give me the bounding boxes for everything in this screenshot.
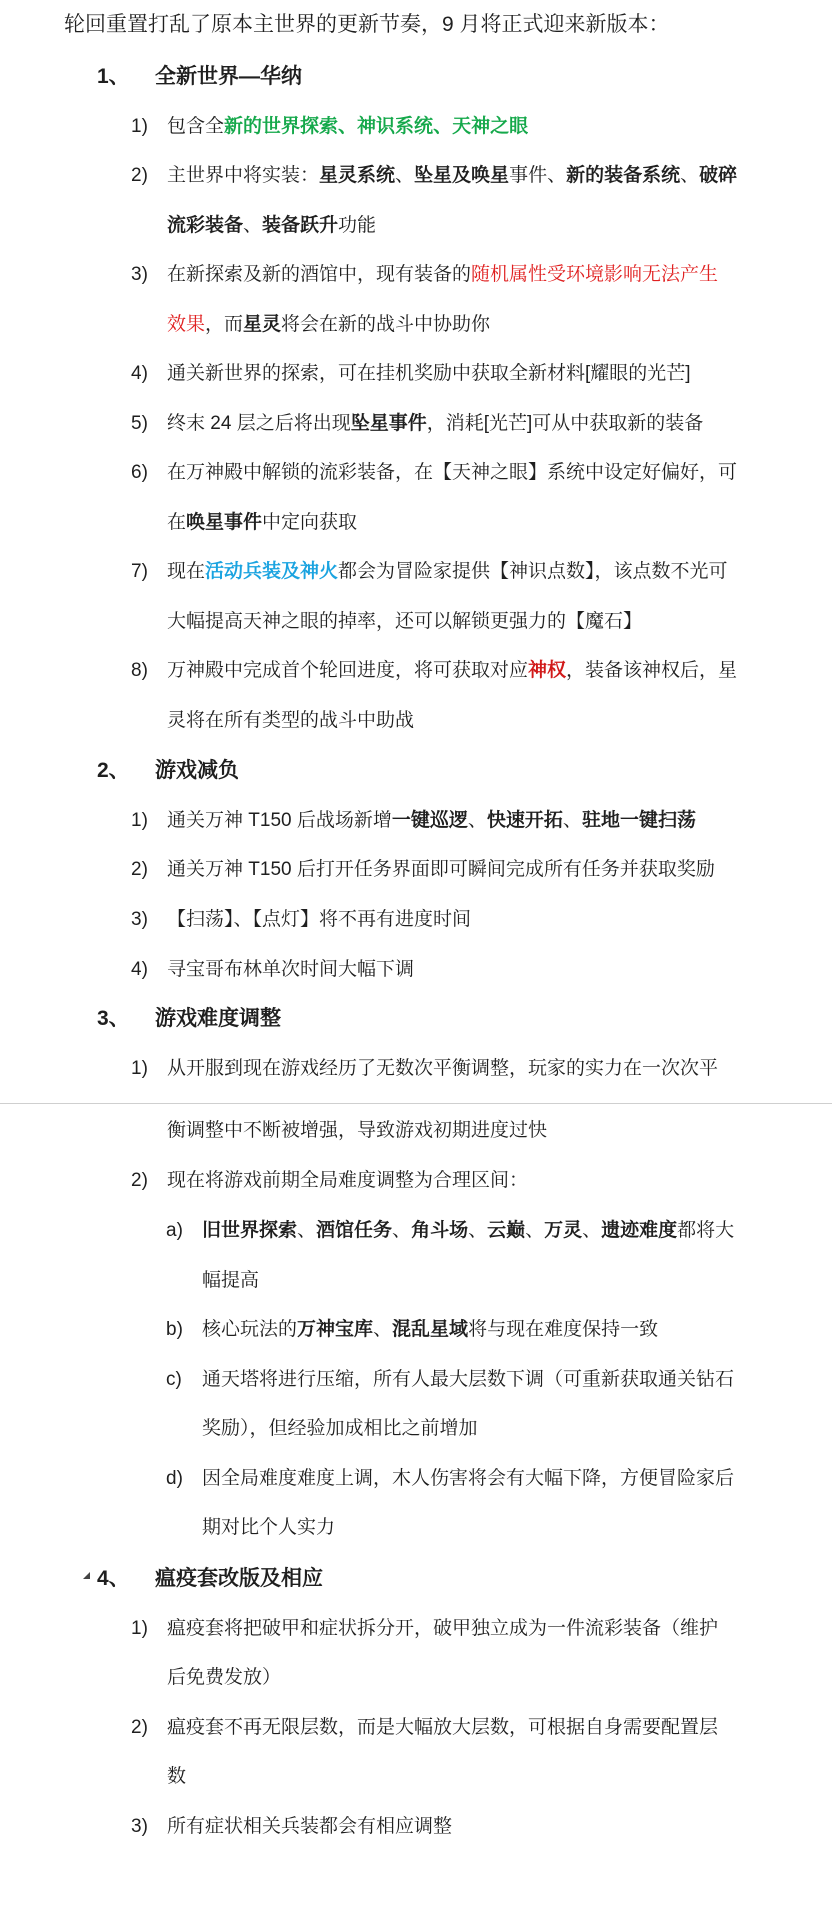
list-number: 3) <box>131 1816 148 1837</box>
list-text-continued: 后免费发放） <box>167 1667 282 1688</box>
section-title: 瘟疫套改版及相应 <box>155 1567 323 1590</box>
sub-list-text: 因全局难度难度上调，木人伤害将会有大幅下降，方便冒险家后 <box>202 1468 735 1489</box>
list-text: 寻宝哥布林单次时间大幅下调 <box>167 959 415 980</box>
sub-list-text-continued: 幅提高 <box>202 1270 260 1291</box>
list-number: 4) <box>131 363 148 384</box>
section-title: 游戏难度调整 <box>155 1007 281 1030</box>
collapse-triangle-icon[interactable] <box>83 1572 90 1579</box>
list-text: 从开服到现在游戏经历了无数次平衡调整，玩家的实力在一次次平 <box>167 1058 719 1079</box>
sub-list-letter: d) <box>166 1468 183 1489</box>
list-text-continued: 衡调整中不断被增强，导致游戏初期进度过快 <box>167 1120 548 1141</box>
sub-list-text-continued: 期对比个人实力 <box>202 1517 336 1538</box>
list-number: 4) <box>131 959 148 980</box>
list-text: 所有症状相关兵装都会有相应调整 <box>167 1816 453 1837</box>
list-text: 现在将游戏前期全局难度调整为合理区间： <box>167 1170 529 1191</box>
list-number: 6) <box>131 462 148 483</box>
section-number: 1、 <box>97 65 130 88</box>
list-text-continued: 流彩装备、装备跃升功能 <box>167 215 377 236</box>
list-number: 5) <box>131 413 148 434</box>
list-text: 【扫荡】、【点灯】将不再有进度时间 <box>167 909 472 930</box>
list-text: 在新探索及新的酒馆中，现有装备的随机属性受环境影响无法产生 <box>167 264 719 285</box>
list-number: 3) <box>131 909 148 930</box>
sub-list-text: 通天塔将进行压缩，所有人最大层数下调（可重新获取通关钻石 <box>202 1369 735 1390</box>
section-title: 全新世界—华纳 <box>155 65 302 88</box>
list-number: 3) <box>131 264 148 285</box>
list-text-continued: 在唤星事件中定向获取 <box>167 512 358 533</box>
list-text: 万神殿中完成首个轮回进度，将可获取对应神权，装备该神权后，星 <box>167 660 738 681</box>
sub-list-text: 核心玩法的万神宝库、混乱星域将与现在难度保持一致 <box>202 1319 659 1340</box>
list-number: 2) <box>131 859 148 880</box>
list-number: 7) <box>131 561 148 582</box>
section-number: 3、 <box>97 1007 130 1030</box>
list-number: 2) <box>131 1717 148 1738</box>
list-number: 1) <box>131 1618 148 1639</box>
sub-list-letter: c) <box>166 1369 182 1390</box>
list-text: 主世界中将实装：星灵系统、坠星及唤星事件、新的装备系统、破碎 <box>167 165 738 186</box>
list-text-continued: 效果，而星灵将会在新的战斗中协助你 <box>167 314 491 335</box>
list-text: 通关万神 T150 后打开任务界面即可瞬间完成所有任务并获取奖励 <box>167 859 715 880</box>
list-text: 现在活动兵装及神火都会为冒险家提供【神识点数】，该点数不光可 <box>167 561 728 582</box>
list-text: 瘟疫套不再无限层数，而是大幅放大层数，可根据自身需要配置层 <box>167 1717 719 1738</box>
list-text: 瘟疫套将把破甲和症状拆分开，破甲独立成为一件流彩装备（维护 <box>167 1618 719 1639</box>
list-text: 通关新世界的探索，可在挂机奖励中获取全新材料[耀眼的光芒] <box>167 363 691 384</box>
list-text: 包含全新的世界探索、神识系统、天神之眼 <box>167 116 529 137</box>
page-break-divider <box>0 1103 832 1104</box>
intro-paragraph: 轮回重置打乱了原本主世界的更新节奏，9 月将正式迎来新版本： <box>64 13 670 36</box>
list-number: 2) <box>131 165 148 186</box>
sub-list-text-continued: 奖励），但经验加成相比之前增加 <box>202 1418 478 1439</box>
list-number: 1) <box>131 116 148 137</box>
section-number: 2、 <box>97 759 130 782</box>
list-text-continued: 灵将在所有类型的战斗中助战 <box>167 710 415 731</box>
list-text-continued: 数 <box>167 1766 187 1787</box>
list-number: 2) <box>131 1170 148 1191</box>
list-text-continued: 大幅提高天神之眼的掉率，还可以解锁更强力的【魔石】 <box>167 611 643 632</box>
list-number: 1) <box>131 810 148 831</box>
sub-list-text: 旧世界探索、酒馆任务、角斗场、云巅、万灵、遗迹难度都将大 <box>202 1220 735 1241</box>
list-text: 在万神殿中解锁的流彩装备，在【天神之眼】系统中设定好偏好，可 <box>167 462 738 483</box>
section-number: 4、 <box>97 1567 130 1590</box>
list-number: 1) <box>131 1058 148 1079</box>
section-title: 游戏减负 <box>155 759 239 782</box>
list-number: 8) <box>131 660 148 681</box>
sub-list-letter: b) <box>166 1319 183 1340</box>
sub-list-letter: a) <box>166 1220 183 1241</box>
list-text: 终末 24 层之后将出现坠星事件，消耗[光芒]可从中获取新的装备 <box>167 413 704 434</box>
list-text: 通关万神 T150 后战场新增一键巡逻、快速开拓、驻地一键扫荡 <box>167 810 696 831</box>
